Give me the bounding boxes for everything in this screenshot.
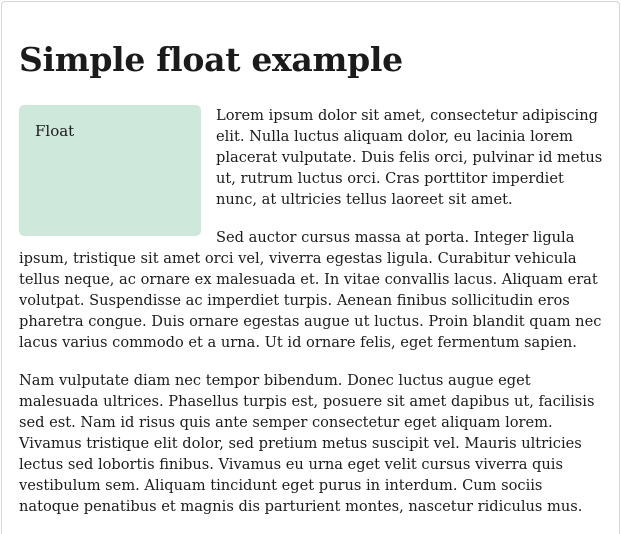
- paragraph-3: Nam vulputate diam nec tempor bibendum. Donec luctus augue eget malesuada ultrices. Phasellus turpis est, posuere sit amet dapibus ut, facilisis sed est. Nam id risus quis ante semper consectetur eget aliquam lorem. Vivamus tristique elit dolor, sed pretium metus suscipit vel. Mauris ultricies lectus sed lobortis finibus. Vivamus eu urna eget velit cursus viverra quis vestibulum sem. Aliquam tincidunt eget purus in interdum. Cum sociis natoque penatibus et magnis dis parturient montes, nascetur ridiculus mus.: [19, 372, 595, 515]
- paragraph-1: Lorem ipsum dolor sit amet, consectetur adipiscing elit. Nulla luctus aliquam dolor, eu lacinia lorem placerat vulputate. Duis felis orci, pulvinar id metus ut, rutrum luctus orci. Cras porttitor imperdiet nunc, at ultricies tellus laoreet sit amet.: [216, 107, 603, 208]
- paragraph-2: Sed auctor cursus massa at porta. Integer ligula ipsum, tristique sit amet orci vel, viverra egestas ligula. Curabitur vehicula tellus neque, ac ornare ex malesuada et. In vitae convallis lacus. Aliquam erat volutpat. Suspendisse ac imperdiet turpis. Aenean finibus sollicitudin eros pharetra congue. Duis ornare egestas augue ut luctus. Proin blandit quam nec lacus varius commodo et a urna. Ut id ornare felis, eget fermentum sapien.: [19, 229, 602, 351]
- page-title: Simple float example: [19, 40, 403, 79]
- content-area: [19, 38, 607, 534]
- example-frame: [1, 1, 620, 534]
- float-box: [19, 105, 201, 236]
- float-label: Float: [35, 122, 75, 140]
